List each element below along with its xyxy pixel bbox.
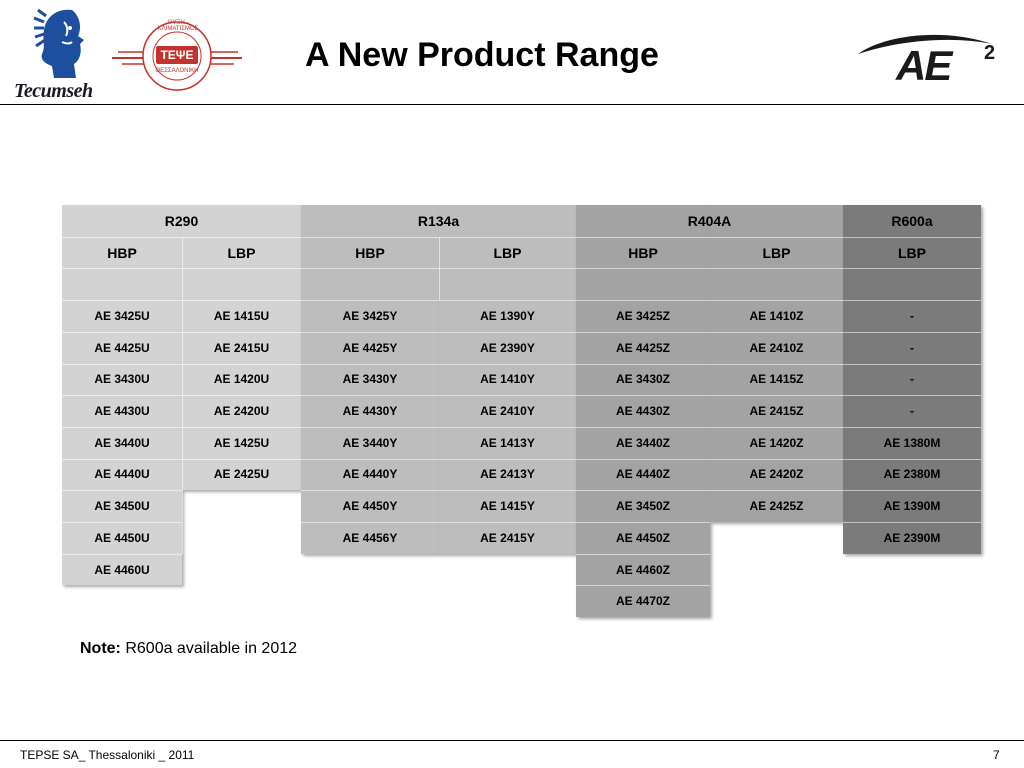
model-cell: AE 3440U <box>94 435 150 450</box>
model-cell: AE 3440Z <box>615 435 671 450</box>
model-cell: AE 3430Y <box>342 372 398 387</box>
application-header: LBP <box>898 244 926 261</box>
tecumseh-wordmark: Tecumseh <box>14 80 93 102</box>
model-cell: AE 4450Y <box>342 499 398 514</box>
model-cell: AE 4450Z <box>615 530 671 545</box>
model-cell: AE 4456Y <box>342 530 398 545</box>
model-cell: AE 4440Z <box>615 467 671 482</box>
model-cell: AE 4440U <box>94 467 150 482</box>
model-cell: AE 3425Z <box>615 308 671 323</box>
model-cell: AE 1420U <box>213 372 270 387</box>
model-cell: AE 3450U <box>94 499 150 514</box>
model-cell: AE 2415U <box>213 340 270 355</box>
application-header: LBP <box>227 244 256 261</box>
model-cell: - <box>910 372 914 387</box>
model-cell: AE 2420U <box>213 404 270 419</box>
model-cell: AE 1420Z <box>749 435 804 450</box>
model-cell: AE 4450U <box>94 530 150 545</box>
application-header: HBP <box>355 244 385 261</box>
model-cell: AE 4425Y <box>342 340 398 355</box>
note-text: R600a available in 2012 <box>120 640 298 657</box>
model-cell: AE 3440Y <box>342 435 398 450</box>
model-cell: AE 3450Z <box>615 499 671 514</box>
ae2-logo <box>856 30 1011 90</box>
model-cell: AE 2410Y <box>480 404 535 419</box>
model-cell: AE 1415Y <box>480 499 535 514</box>
model-cell: - <box>910 308 914 323</box>
tepse-ring-text: ΨΥΞΗ - ΚΛΙΜΑΤΙΣΜΟΣ <box>157 20 199 32</box>
refrigerant-header: R600a <box>891 212 933 229</box>
model-cell: - <box>910 404 914 419</box>
note <box>80 640 297 658</box>
model-cell: AE 1390Y <box>480 308 535 323</box>
refrigerant-header: R134a <box>417 212 460 229</box>
model-cell: AE 2380M <box>883 467 941 482</box>
model-cell: AE 4430Y <box>342 404 398 419</box>
row-divider <box>710 268 843 269</box>
model-cell: AE 1380M <box>883 435 941 450</box>
row-divider <box>301 268 439 269</box>
tepse-logo-text: ΤΕΨΕ <box>160 48 194 62</box>
page-number: 7 <box>993 748 1000 762</box>
model-cell: AE 4460U <box>94 562 150 577</box>
model-cell: AE 2410Z <box>749 340 804 355</box>
model-cell: AE 1410Z <box>749 308 804 323</box>
model-cell: - <box>910 340 914 355</box>
model-cell: AE 2390Y <box>480 340 535 355</box>
page-title: A New Product Range <box>305 36 659 74</box>
model-cell: AE 4425U <box>94 340 150 355</box>
model-cell: AE 4440Y <box>342 467 398 482</box>
model-cell: AE 2425Z <box>749 499 804 514</box>
row-divider <box>439 268 576 269</box>
model-cell: AE 3430U <box>94 372 150 387</box>
ae2-logo-text: AE <box>896 42 951 89</box>
row-divider <box>182 268 301 269</box>
footer-divider <box>0 740 1024 741</box>
row-divider <box>576 268 710 269</box>
model-cell: AE 4460Z <box>615 562 671 577</box>
model-cell: AE 1415U <box>213 308 270 323</box>
model-cell: AE 4430U <box>94 404 150 419</box>
model-cell: AE 1390M <box>883 499 941 514</box>
tecumseh-head-icon <box>32 6 88 80</box>
model-cell: AE 1425U <box>213 435 270 450</box>
model-cell: AE 4430Z <box>615 404 671 419</box>
tepse-logo-subtext: ΘΕΣΣΑΛΟΝΙΚΗ <box>155 68 199 74</box>
footer-text: TEPSE SA_ Thessaloniki _ 2011 <box>20 748 195 762</box>
model-cell: AE 2415Z <box>749 404 804 419</box>
row-divider <box>843 268 981 269</box>
model-cell: AE 2413Y <box>480 467 535 482</box>
application-header: HBP <box>628 244 658 261</box>
model-cell: AE 2420Z <box>749 467 804 482</box>
model-cell: AE 4425Z <box>615 340 671 355</box>
tecumseh-logo <box>10 6 100 102</box>
model-cell: AE 1413Y <box>480 435 535 450</box>
model-cell: AE 3425U <box>94 308 150 323</box>
application-header: LBP <box>493 244 522 261</box>
ae2-logo-superscript: 2 <box>984 42 996 64</box>
model-cell: AE 4470Z <box>615 594 671 609</box>
model-cell: AE 3430Z <box>615 372 671 387</box>
refrigerant-header: R290 <box>164 212 199 229</box>
row-divider <box>62 268 182 269</box>
model-cell: AE 2390M <box>883 530 941 545</box>
application-header: HBP <box>107 244 137 261</box>
header-divider <box>0 104 1024 105</box>
model-cell: AE 3425Y <box>342 308 398 323</box>
model-cell: AE 2425U <box>213 467 270 482</box>
model-cell: AE 1415Z <box>749 372 804 387</box>
model-cell: AE 2415Y <box>480 530 535 545</box>
tepse-logo <box>110 14 244 98</box>
model-cell: AE 1410Y <box>480 372 535 387</box>
application-header: LBP <box>762 244 791 261</box>
refrigerant-header: R404A <box>687 212 732 229</box>
note-label: Note: <box>80 640 121 657</box>
